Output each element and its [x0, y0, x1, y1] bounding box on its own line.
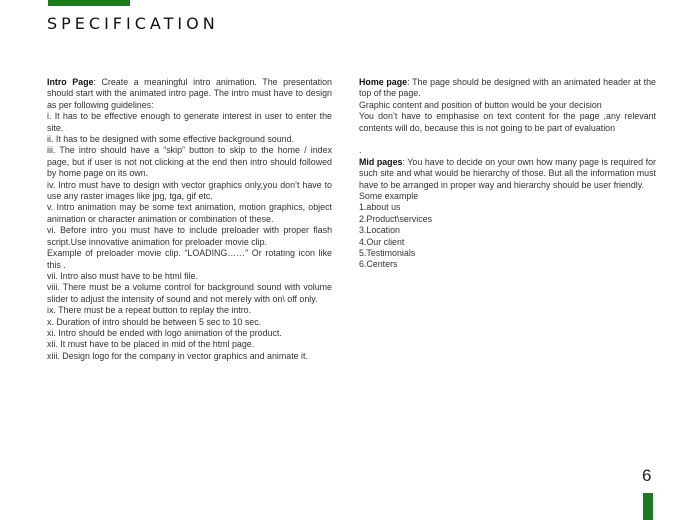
- example-item: 1.about us: [359, 202, 401, 213]
- stray-dot: .: [359, 145, 362, 156]
- intro-item: iv. Intro must have to design with vector graphics only,you don’t have to use any raster images like jpg, tga, gif etc.: [47, 179, 332, 202]
- home-line: Graphic content and position of button would be your decision: [359, 99, 602, 110]
- home-text: : The page should be designed with an animated header at the top of the page.: [359, 77, 656, 99]
- intro-item: x. Duration of intro should be between 5 sec to 10 sec.: [47, 316, 262, 327]
- example-item: 3.Location: [359, 225, 400, 236]
- mid-label: Mid pages: [359, 156, 403, 167]
- page-number: 6: [642, 466, 652, 485]
- mid-paragraph: [359, 157, 656, 191]
- example-item: 2.Product\services: [359, 213, 433, 224]
- intro-paragraph: [47, 77, 332, 111]
- intro-label: Intro Page: [47, 77, 94, 87]
- intro-item: xiii. Design logo for the company in vector graphics and animate it.: [47, 350, 308, 361]
- example-item: 6.Centers: [359, 259, 398, 270]
- home-paragraph: [359, 77, 656, 100]
- left-column: [47, 77, 332, 362]
- home-line: You don’t have to emphasise on text content for the page ,any relevant contents will do, because this is not going to be part of evaluation: [359, 111, 656, 133]
- intro-item: Example of preloader movie clip. “LOADING……” Or rotating icon like this .: [47, 248, 332, 270]
- mid-text: : You have to decide on your own how many page is required for such site and what would be hierarchy of those. But all the information must have to be arranged in proper way and hierarchy should be user friendly.: [359, 156, 656, 190]
- example-item: 5.Testimonials: [359, 248, 416, 259]
- page-title: SPECIFICATION: [47, 14, 219, 33]
- spacer: [359, 134, 656, 145]
- intro-item: vii. Intro also must have to be html file.: [47, 270, 198, 281]
- intro-item: xi. Intro should be ended with logo animation of the product.: [47, 327, 282, 338]
- right-column: [359, 77, 656, 271]
- intro-item: ix. There must be a repeat button to replay the intro.: [47, 305, 252, 316]
- intro-item: vi. Before intro you must have to include preloader with proper flash script.Use innovative animation for preloader movie clip.: [47, 225, 332, 247]
- intro-item: v. Intro animation may be some text animation, motion graphics, object animation or character animation or combination of these.: [47, 202, 332, 224]
- bottom-accent-bar: [643, 493, 653, 520]
- intro-item: iii. The intro should have a “skip” button to skip to the home / index page, but if user is not not clicking at the end then intro should followed by home page on its own.: [47, 145, 332, 179]
- intro-text: : Create a meaningful intro animation. The presentation should start with the animated intro page. The intro must have to design as per following guidelines:: [47, 77, 332, 110]
- top-accent-bar: [48, 0, 130, 6]
- intro-item: i. It has to be effective enough to generate interest in user to enter the site.: [47, 111, 332, 133]
- intro-item: ii. It has to be designed with some effective background sound.: [47, 134, 295, 145]
- intro-item: viii. There must be a volume control for background sound with volume slider to adjust the intensity of sound and not merely with on\ off only.: [47, 282, 332, 304]
- intro-item: xii. It must have to be placed in mid of the html page.: [47, 339, 255, 350]
- example-heading: Some example: [359, 191, 419, 202]
- example-item: 4.Our client: [359, 236, 405, 247]
- home-label: Home page: [359, 77, 408, 87]
